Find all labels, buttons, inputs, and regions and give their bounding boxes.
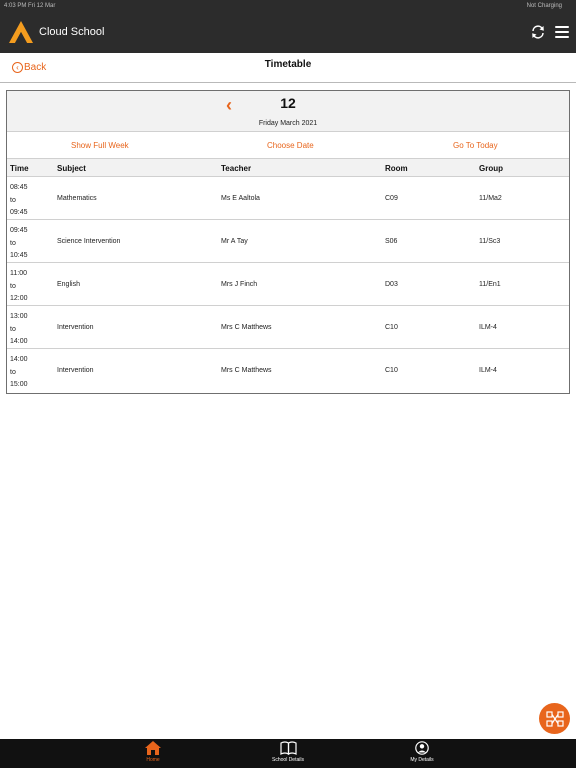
lesson-time xyxy=(10,182,28,220)
timetable-panel xyxy=(6,90,570,394)
lesson-subject: Intervention xyxy=(57,324,94,331)
lesson-teacher: Ms E Aaltola xyxy=(221,195,260,202)
lesson-teacher: Mrs J Finch xyxy=(221,281,258,288)
back-chevron-circle-icon: ‹ xyxy=(12,62,23,73)
choose-date-link[interactable]: Choose Date xyxy=(267,141,314,150)
time-separator: to xyxy=(10,325,16,333)
room-column-header: Room xyxy=(385,164,408,173)
tab-label-school-details: School Details xyxy=(272,757,304,763)
lesson-room: S06 xyxy=(385,238,398,245)
network-icon xyxy=(546,710,564,728)
group-column-header: Group xyxy=(479,164,503,173)
hamburger-menu-icon[interactable] xyxy=(555,26,569,38)
lesson-room: C09 xyxy=(385,195,398,202)
time-separator: to xyxy=(10,239,16,247)
lesson-subject: Intervention xyxy=(57,367,94,374)
refresh-icon[interactable] xyxy=(530,24,546,40)
lesson-room: C10 xyxy=(385,324,398,331)
lesson-time xyxy=(10,268,28,306)
status-bar xyxy=(0,0,576,12)
battery-status: Not Charging xyxy=(526,3,562,9)
status-time: 4:03 PM Fri 12 Mar xyxy=(4,3,56,9)
lesson-subject: Science Intervention xyxy=(57,238,121,245)
table-row[interactable] xyxy=(7,349,569,392)
lesson-group: 11/En1 xyxy=(479,281,501,288)
network-fab-button[interactable] xyxy=(539,703,570,734)
home-icon xyxy=(145,741,161,755)
lesson-time xyxy=(10,311,28,349)
table-row[interactable] xyxy=(7,306,569,349)
table-header xyxy=(7,159,569,177)
teacher-column-header: Teacher xyxy=(221,164,252,173)
lesson-teacher: Mr A Tay xyxy=(221,238,248,245)
end-time: 12:00 xyxy=(10,295,28,302)
start-time: 14:00 xyxy=(10,356,28,363)
navigation-header xyxy=(0,53,576,83)
lesson-time xyxy=(10,225,28,263)
bottom-tab-bar xyxy=(0,739,576,768)
lesson-teacher: Mrs C Matthews xyxy=(221,324,272,331)
start-time: 13:00 xyxy=(10,313,28,320)
lesson-group: ILM-4 xyxy=(479,367,497,374)
lesson-teacher: Mrs C Matthews xyxy=(221,367,272,374)
timetable-actions xyxy=(7,132,569,159)
lesson-subject: Mathematics xyxy=(57,195,97,202)
book-icon xyxy=(280,741,297,755)
day-number: 12 xyxy=(280,95,296,111)
table-row[interactable] xyxy=(7,220,569,263)
tab-my-details[interactable] xyxy=(392,741,452,763)
lesson-group: ILM-4 xyxy=(479,324,497,331)
tab-school-details[interactable] xyxy=(258,741,318,763)
lesson-time xyxy=(10,354,28,392)
start-time: 11:00 xyxy=(10,270,27,277)
end-time: 14:00 xyxy=(10,338,28,345)
show-full-week-link[interactable]: Show Full Week xyxy=(71,141,129,150)
table-row[interactable] xyxy=(7,177,569,220)
lesson-room: C10 xyxy=(385,367,398,374)
tab-home[interactable] xyxy=(123,741,183,763)
start-time: 09:45 xyxy=(10,227,28,234)
lesson-group: 11/Ma2 xyxy=(479,195,502,202)
end-time: 15:00 xyxy=(10,381,28,388)
cloud-school-logo-icon xyxy=(8,20,34,44)
tab-label-home: Home xyxy=(146,757,160,763)
full-date: Friday March 2021 xyxy=(258,120,318,127)
start-time: 08:45 xyxy=(10,184,28,191)
time-separator: to xyxy=(10,368,16,376)
app-header xyxy=(0,12,576,53)
page-title: Timetable xyxy=(264,59,312,70)
date-selector xyxy=(7,91,569,132)
table-row[interactable] xyxy=(7,263,569,306)
tab-label-my-details: My Details xyxy=(410,757,434,763)
lesson-group: 11/Sc3 xyxy=(479,238,501,245)
user-circle-icon xyxy=(415,741,429,755)
time-separator: to xyxy=(10,282,16,290)
back-label: Back xyxy=(24,62,47,73)
subject-column-header: Subject xyxy=(57,164,86,173)
app-title: Cloud School xyxy=(39,26,105,38)
previous-day-chevron-icon[interactable]: ‹ xyxy=(226,95,232,115)
lesson-subject: English xyxy=(57,281,80,288)
time-column-header: Time xyxy=(10,164,29,173)
end-time: 09:45 xyxy=(10,209,28,216)
lesson-room: D03 xyxy=(385,281,398,288)
time-separator: to xyxy=(10,196,16,204)
go-to-today-link[interactable]: Go To Today xyxy=(453,141,498,150)
end-time: 10:45 xyxy=(10,252,28,259)
